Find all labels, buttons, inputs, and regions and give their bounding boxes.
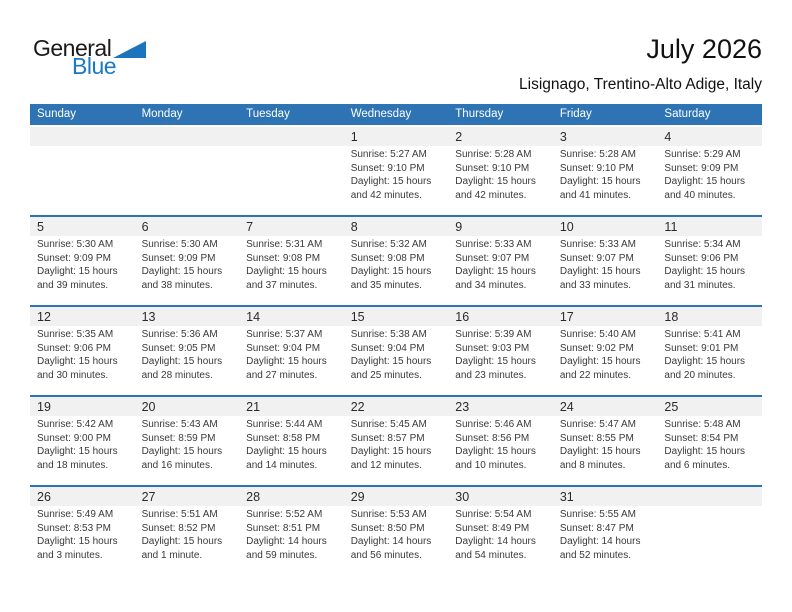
day-cell-details: [553, 238, 658, 305]
day-cell-details: [657, 238, 762, 305]
weekday-header-thursday: Thursday: [455, 108, 504, 120]
sunset-text: Sunset: 9:10 PM: [559, 162, 634, 174]
sunrise-text: Sunrise: 5:40 AM: [559, 329, 636, 340]
sunset-text: Sunset: 8:55 PM: [559, 432, 634, 444]
empty-day-cell: [239, 127, 344, 146]
sunset-text: Sunset: 8:58 PM: [246, 432, 321, 444]
sunrise-text: Sunrise: 5:53 AM: [350, 509, 427, 520]
day-cell-details: [344, 418, 449, 485]
week-row: [30, 305, 762, 395]
sunset-text: Sunset: 8:56 PM: [455, 432, 530, 444]
day-cell-details: [448, 508, 553, 575]
sunset-text: Sunset: 8:53 PM: [37, 522, 111, 534]
week-row: [30, 485, 762, 575]
daylight-text-line2: and 27 minutes.: [246, 369, 318, 381]
daylight-text-line1: Daylight: 15 hours: [246, 356, 327, 367]
sunset-text: Sunset: 8:51 PM: [246, 522, 321, 534]
day-number: 21: [239, 397, 344, 416]
day-number: 13: [135, 307, 240, 326]
sunrise-text: Sunrise: 5:43 AM: [141, 419, 218, 430]
sunset-text: Sunset: 9:00 PM: [37, 432, 111, 444]
weekday-header-friday: Friday: [559, 108, 592, 120]
day-cell-details: [344, 148, 449, 215]
sunset-text: Sunset: 9:04 PM: [350, 342, 425, 354]
weekday-header-saturday: Saturday: [664, 108, 711, 120]
daylight-text-line1: Daylight: 15 hours: [559, 446, 641, 457]
day-number: 3: [553, 127, 658, 146]
month-calendar: [30, 104, 762, 575]
day-number: 25: [657, 397, 762, 416]
daylight-text-line2: and 34 minutes.: [455, 279, 527, 291]
sunset-text: Sunset: 9:02 PM: [559, 342, 634, 354]
daylight-text-line2: and 59 minutes.: [246, 549, 318, 561]
daylight-text-line2: and 28 minutes.: [141, 369, 213, 381]
daylight-text-line2: and 40 minutes.: [664, 189, 736, 201]
daylight-text-line1: Daylight: 15 hours: [350, 356, 432, 367]
sunrise-text: Sunrise: 5:27 AM: [350, 149, 427, 160]
day-detail-row: [30, 416, 762, 485]
day-number: 4: [657, 127, 762, 146]
day-number: 1: [344, 127, 449, 146]
daylight-text-line2: and 12 minutes.: [350, 459, 422, 471]
daylight-text-line1: Daylight: 15 hours: [559, 176, 641, 187]
daylight-text-line2: and 35 minutes.: [350, 279, 422, 291]
day-cell-details: [30, 328, 135, 395]
day-number: 28: [239, 487, 344, 506]
sunset-text: Sunset: 8:52 PM: [141, 522, 216, 534]
sunset-text: Sunset: 9:07 PM: [455, 252, 530, 264]
day-cell-details: [239, 508, 344, 575]
empty-day-details: [239, 148, 344, 215]
sunset-text: Sunset: 9:09 PM: [37, 252, 111, 264]
daylight-text-line2: and 20 minutes.: [664, 369, 736, 381]
empty-day-cell: [657, 487, 762, 506]
sunrise-text: Sunrise: 5:51 AM: [141, 509, 218, 520]
sunset-text: Sunset: 9:01 PM: [664, 342, 739, 354]
day-cell-details: [30, 238, 135, 305]
logo-triangle-icon: [113, 41, 146, 58]
daylight-text-line2: and 42 minutes.: [350, 189, 422, 201]
daylight-text-line2: and 52 minutes.: [559, 549, 632, 561]
day-number: 12: [30, 307, 135, 326]
day-number: 5: [30, 217, 135, 236]
sunrise-text: Sunrise: 5:55 AM: [559, 509, 636, 520]
daylight-text-line1: Daylight: 15 hours: [246, 446, 327, 457]
day-detail-row: [30, 506, 762, 575]
day-number: 11: [657, 217, 762, 236]
day-number: 26: [30, 487, 135, 506]
day-cell-details: [448, 148, 553, 215]
sunrise-text: Sunrise: 5:49 AM: [37, 509, 114, 520]
weekday-header-wednesday: Wednesday: [350, 108, 412, 120]
sunrise-text: Sunrise: 5:30 AM: [141, 239, 218, 250]
daylight-text-line2: and 3 minutes.: [37, 549, 103, 561]
day-detail-row: [30, 146, 762, 215]
day-cell-details: [553, 148, 658, 215]
day-number-strip: [30, 127, 762, 146]
daylight-text-line1: Daylight: 15 hours: [350, 266, 432, 277]
sunrise-text: Sunrise: 5:30 AM: [37, 239, 114, 250]
daylight-text-line1: Daylight: 15 hours: [350, 446, 432, 457]
title-block: [519, 34, 762, 94]
daylight-text-line1: Daylight: 15 hours: [559, 356, 641, 367]
daylight-text-line1: Daylight: 15 hours: [141, 266, 223, 277]
empty-day-details: [135, 148, 240, 215]
day-number-strip: [30, 307, 762, 326]
sunrise-text: Sunrise: 5:33 AM: [455, 239, 532, 250]
day-cell-details: [344, 238, 449, 305]
day-cell-details: [239, 418, 344, 485]
daylight-text-line1: Daylight: 15 hours: [455, 266, 536, 277]
daylight-text-line1: Daylight: 15 hours: [141, 536, 223, 547]
day-cell-details: [344, 328, 449, 395]
sunrise-text: Sunrise: 5:38 AM: [350, 329, 427, 340]
day-number: 17: [553, 307, 658, 326]
sunrise-text: Sunrise: 5:28 AM: [455, 149, 532, 160]
week-row: [30, 215, 762, 305]
daylight-text-line2: and 37 minutes.: [246, 279, 318, 291]
sunrise-text: Sunrise: 5:39 AM: [455, 329, 532, 340]
general-blue-logo: [33, 37, 146, 77]
day-cell-details: [239, 238, 344, 305]
daylight-text-line1: Daylight: 15 hours: [455, 356, 536, 367]
empty-day-cell: [30, 127, 135, 146]
day-number: 2: [448, 127, 553, 146]
daylight-text-line1: Daylight: 15 hours: [664, 356, 746, 367]
day-cell-details: [553, 418, 658, 485]
sunrise-text: Sunrise: 5:31 AM: [246, 239, 323, 250]
sunset-text: Sunset: 8:59 PM: [141, 432, 216, 444]
daylight-text-line1: Daylight: 14 hours: [350, 536, 432, 547]
sunset-text: Sunset: 9:10 PM: [455, 162, 530, 174]
day-cell-details: [448, 418, 553, 485]
day-number: 18: [657, 307, 762, 326]
daylight-text-line2: and 38 minutes.: [141, 279, 213, 291]
sunset-text: Sunset: 8:47 PM: [559, 522, 634, 534]
sunrise-text: Sunrise: 5:36 AM: [141, 329, 218, 340]
sunset-text: Sunset: 9:08 PM: [246, 252, 321, 264]
day-number: 10: [553, 217, 658, 236]
sunrise-text: Sunrise: 5:46 AM: [455, 419, 532, 430]
sunrise-text: Sunrise: 5:28 AM: [559, 149, 636, 160]
daylight-text-line1: Daylight: 15 hours: [455, 176, 536, 187]
daylight-text-line1: Daylight: 15 hours: [664, 266, 746, 277]
day-number: 30: [448, 487, 553, 506]
page-title: July 2026: [646, 34, 762, 64]
daylight-text-line1: Daylight: 14 hours: [246, 536, 327, 547]
daylight-text-line2: and 16 minutes.: [141, 459, 213, 471]
day-cell-details: [448, 328, 553, 395]
daylight-text-line2: and 33 minutes.: [559, 279, 632, 291]
sunset-text: Sunset: 9:07 PM: [559, 252, 634, 264]
sunrise-text: Sunrise: 5:47 AM: [559, 419, 636, 430]
sunset-text: Sunset: 8:49 PM: [455, 522, 530, 534]
day-detail-row: [30, 326, 762, 395]
sunrise-text: Sunrise: 5:54 AM: [455, 509, 532, 520]
daylight-text-line2: and 18 minutes.: [37, 459, 109, 471]
daylight-text-line1: Daylight: 15 hours: [246, 266, 327, 277]
sunrise-text: Sunrise: 5:29 AM: [664, 149, 741, 160]
daylight-text-line1: Daylight: 15 hours: [37, 356, 118, 367]
day-number: 27: [135, 487, 240, 506]
day-cell-details: [135, 328, 240, 395]
daylight-text-line2: and 42 minutes.: [455, 189, 527, 201]
day-number: 19: [30, 397, 135, 416]
daylight-text-line1: Daylight: 15 hours: [455, 446, 536, 457]
sunset-text: Sunset: 9:10 PM: [350, 162, 425, 174]
sunset-text: Sunset: 9:04 PM: [246, 342, 321, 354]
empty-day-cell: [135, 127, 240, 146]
sunset-text: Sunset: 9:06 PM: [37, 342, 111, 354]
sunset-text: Sunset: 8:54 PM: [664, 432, 739, 444]
day-number: 22: [344, 397, 449, 416]
sunrise-text: Sunrise: 5:41 AM: [664, 329, 741, 340]
day-number: 7: [239, 217, 344, 236]
day-cell-details: [553, 328, 658, 395]
sunset-text: Sunset: 8:50 PM: [350, 522, 425, 534]
day-cell-details: [657, 328, 762, 395]
daylight-text-line2: and 56 minutes.: [350, 549, 422, 561]
day-cell-details: [344, 508, 449, 575]
daylight-text-line2: and 14 minutes.: [246, 459, 318, 471]
logo-word-blue: Blue: [72, 53, 117, 79]
sunrise-text: Sunrise: 5:44 AM: [246, 419, 323, 430]
day-cell-details: [657, 418, 762, 485]
daylight-text-line1: Daylight: 14 hours: [455, 536, 536, 547]
sunrise-text: Sunrise: 5:52 AM: [246, 509, 323, 520]
daylight-text-line2: and 39 minutes.: [37, 279, 109, 291]
day-cell-details: [239, 328, 344, 395]
logo-word-general: General: [33, 35, 112, 61]
day-cell-details: [135, 238, 240, 305]
daylight-text-line2: and 41 minutes.: [559, 189, 632, 201]
day-number: 16: [448, 307, 553, 326]
weekday-header-sunday: Sunday: [37, 108, 77, 120]
day-cell-details: [30, 508, 135, 575]
daylight-text-line1: Daylight: 15 hours: [141, 356, 223, 367]
daylight-text-line2: and 31 minutes.: [664, 279, 736, 291]
day-number: 9: [448, 217, 553, 236]
day-cell-details: [448, 238, 553, 305]
daylight-text-line2: and 10 minutes.: [455, 459, 527, 471]
weeks-container: [30, 127, 762, 575]
day-number-strip: [30, 397, 762, 416]
day-number: 15: [344, 307, 449, 326]
daylight-text-line1: Daylight: 15 hours: [664, 176, 746, 187]
day-number-strip: [30, 487, 762, 506]
day-number: 8: [344, 217, 449, 236]
daylight-text-line2: and 25 minutes.: [350, 369, 422, 381]
daylight-text-line2: and 1 minute.: [141, 549, 203, 561]
sunrise-text: Sunrise: 5:32 AM: [350, 239, 427, 250]
day-number: 31: [553, 487, 658, 506]
sunset-text: Sunset: 9:03 PM: [455, 342, 530, 354]
day-number: 20: [135, 397, 240, 416]
daylight-text-line1: Daylight: 15 hours: [350, 176, 432, 187]
day-cell-details: [553, 508, 658, 575]
day-number: 29: [344, 487, 449, 506]
sunset-text: Sunset: 9:06 PM: [664, 252, 739, 264]
weekday-header-monday: Monday: [141, 108, 183, 120]
sunrise-text: Sunrise: 5:37 AM: [246, 329, 323, 340]
sunset-text: Sunset: 8:57 PM: [350, 432, 425, 444]
sunrise-text: Sunrise: 5:34 AM: [664, 239, 741, 250]
day-number: 23: [448, 397, 553, 416]
day-cell-details: [30, 418, 135, 485]
daylight-text-line2: and 6 minutes.: [664, 459, 731, 471]
sunrise-text: Sunrise: 5:48 AM: [664, 419, 741, 430]
sunrise-text: Sunrise: 5:33 AM: [559, 239, 636, 250]
day-number-strip: [30, 217, 762, 236]
week-row: [30, 395, 762, 485]
day-cell-details: [135, 418, 240, 485]
page-subtitle: Lisignago, Trentino-Alto Adige, Italy: [519, 76, 762, 93]
empty-day-details: [30, 148, 135, 215]
daylight-text-line1: Daylight: 15 hours: [559, 266, 641, 277]
daylight-text-line1: Daylight: 15 hours: [664, 446, 746, 457]
day-cell-details: [657, 148, 762, 215]
daylight-text-line2: and 30 minutes.: [37, 369, 109, 381]
daylight-text-line1: Daylight: 15 hours: [37, 536, 118, 547]
empty-day-details: [657, 508, 762, 575]
day-number: 14: [239, 307, 344, 326]
daylight-text-line1: Daylight: 15 hours: [37, 266, 118, 277]
weekday-header-row: [30, 104, 762, 125]
daylight-text-line1: Daylight: 15 hours: [37, 446, 118, 457]
weekday-header-tuesday: Tuesday: [246, 108, 290, 120]
sunrise-text: Sunrise: 5:45 AM: [350, 419, 427, 430]
sunset-text: Sunset: 9:05 PM: [141, 342, 216, 354]
day-detail-row: [30, 236, 762, 305]
sunset-text: Sunset: 9:08 PM: [350, 252, 425, 264]
daylight-text-line1: Daylight: 15 hours: [141, 446, 223, 457]
sunset-text: Sunset: 9:09 PM: [141, 252, 216, 264]
day-number: 24: [553, 397, 658, 416]
sunrise-text: Sunrise: 5:35 AM: [37, 329, 114, 340]
daylight-text-line2: and 54 minutes.: [455, 549, 527, 561]
sunset-text: Sunset: 9:09 PM: [664, 162, 739, 174]
daylight-text-line2: and 23 minutes.: [455, 369, 527, 381]
daylight-text-line2: and 22 minutes.: [559, 369, 632, 381]
day-number: 6: [135, 217, 240, 236]
daylight-text-line2: and 8 minutes.: [559, 459, 626, 471]
sunrise-text: Sunrise: 5:42 AM: [37, 419, 114, 430]
week-row: [30, 127, 762, 215]
day-cell-details: [135, 508, 240, 575]
daylight-text-line1: Daylight: 14 hours: [559, 536, 641, 547]
